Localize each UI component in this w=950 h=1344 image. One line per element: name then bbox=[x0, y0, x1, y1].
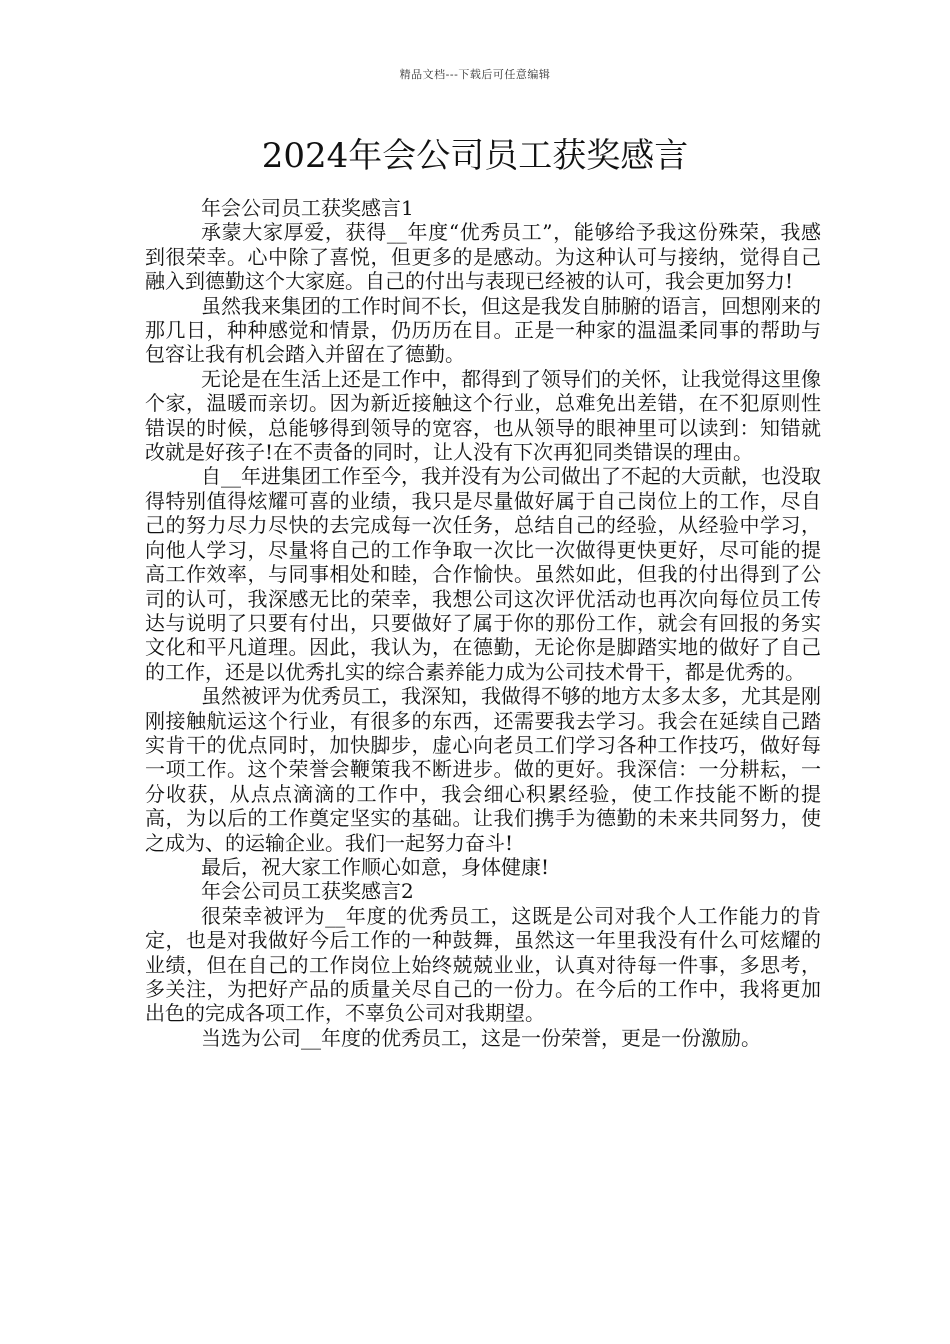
paragraph: 承蒙大家厚爱，获得__年度“优秀员工”，能够给予我这份殊荣，我感到很荣幸。心中除了喜悦，但更多的是感动。为这种认可与接纳，觉得自己融入到德勤这个大家庭。自己的付出与表现已经被的认可，我会更加努力! bbox=[145, 220, 821, 294]
paragraph: 很荣幸被评为__年度的优秀员工，这既是公司对我个人工作能力的肯定，也是对我做好今后工作的一种鼓舞，虽然这一年里我没有什么可炫耀的业绩，但在自己的工作岗位上始终兢兢业业，认真对待每一件事，多思考，多关注，为把好产品的质量关尽自己的一份力。在今后的工作中，我将更加出色的完成各项工作，不辜负公司对我期望。 bbox=[145, 903, 821, 1026]
section-heading-1: 年会公司员工获奖感言1 bbox=[201, 196, 414, 220]
document-body bbox=[145, 196, 821, 1050]
section-heading-2: 年会公司员工获奖感言2 bbox=[201, 879, 414, 904]
paragraph: 虽然被评为优秀员工，我深知，我做得不够的地方太多太多，尤其是刚刚接触航运这个行业，有很多的东西，还需要我去学习。我会在延续自己踏实肯干的优点同时，加快脚步，虚心向老员工们学习各种工作技巧，做好每一项工作。这个荣誉会鞭策我不断进步。做的更好。我深信：一分耕耘，一分收获，从点点滴滴的工作中，我会细心积累经验，使工作技能不断的提高，为以后的工作奠定坚实的基础。让我们携手为德勤的未来共同努力，使之成为、的运输企业。我们一起努力奋斗! bbox=[145, 684, 821, 855]
paragraph: 虽然我来集团的工作时间不长，但这是我发自肺腑的语言，回想刚来的那几日，种种感觉和情景，仍历历在目。正是一种家的温温柔同事的帮助与包容让我有机会踏入并留在了德勤。 bbox=[145, 293, 821, 367]
paragraph: 无论是在生活上还是工作中，都得到了领导们的关怀，让我觉得这里像个家，温暖而亲切。因为新近接触这个行业，总难免出差错，在不犯原则性错误的时候，总能够得到领导的宽容，也从领导的眼神里可以读到：知错就改就是好孩子!在不责备的同时，让人没有下次再犯同类错误的理由。 bbox=[145, 366, 821, 465]
header-note: 精品文档---下载后可任意编辑 bbox=[399, 68, 551, 81]
document-title: 2024年会公司员工获奖感言 bbox=[261, 136, 689, 176]
paragraph: 最后，祝大家工作顺心如意，身体健康! bbox=[201, 854, 550, 879]
paragraph: 自__年进集团工作至今，我并没有为公司做出了不起的大贡献，也没取得特别值得炫耀可喜的业绩，我只是尽量做好属于自己岗位上的工作，尽自己的努力尽力尽快的去完成每一次任务，总结自己的经验，从经验中学习，向他人学习，尽量将自己的工作争取一次比一次做得更快更好，尽可能的提高工作效率，与同事相处和睦，合作愉快。虽然如此，但我的付出得到了公司的认可，我深感无比的荣幸，我想公司这次评优活动也再次向每位员工传达与说明了只要有付出，只要做好了属于你的那份工作，就会有回报的务实文化和平凡道理。因此，我认为，在德勤，无论你是脚踏实地的做好了自己的工作，还是以优秀扎实的综合素养能力成为公司技术骨干，都是优秀的。 bbox=[145, 464, 821, 684]
paragraph: 当选为公司__年度的优秀员工，这是一份荣誉，更是一份激励。 bbox=[201, 1025, 761, 1050]
